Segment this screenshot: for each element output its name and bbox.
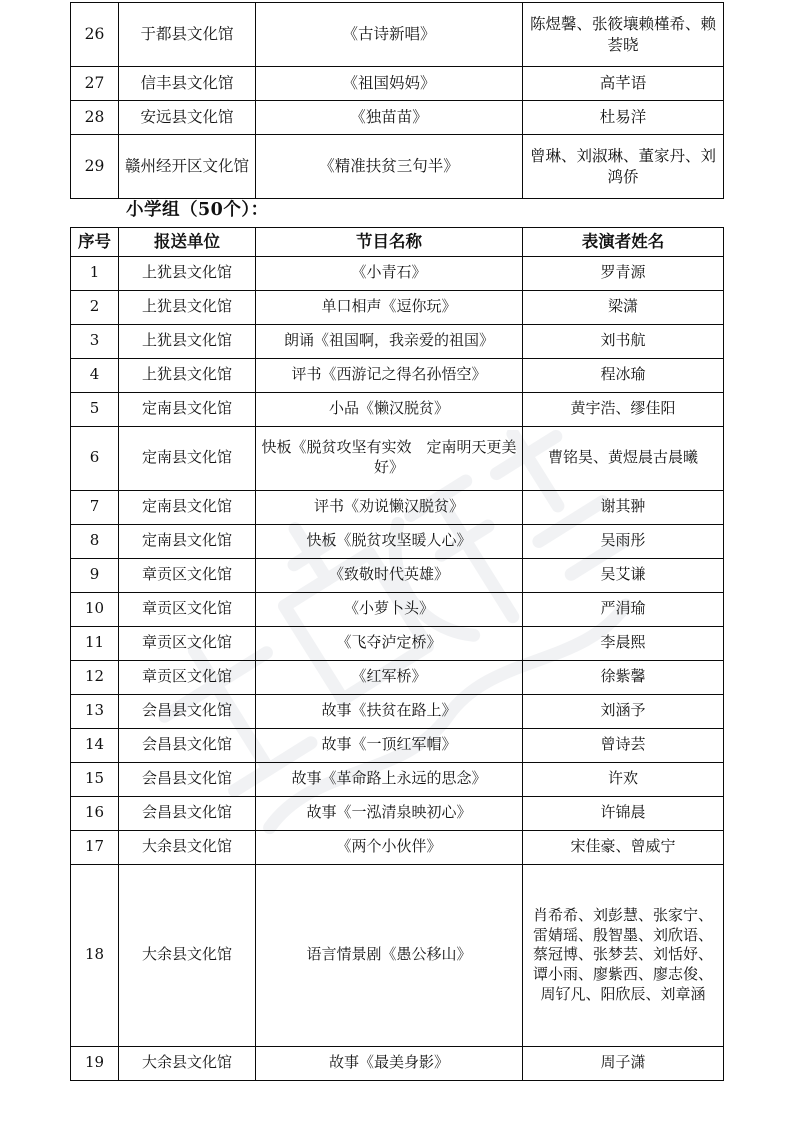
row-performers: 刘书航 [523, 324, 724, 358]
table-row [71, 358, 724, 392]
row-program: 《精准扶贫三句半》 [256, 135, 523, 199]
table-primary-school-group [70, 227, 724, 1081]
table-row [71, 1046, 724, 1080]
row-unit: 上犹县文化馆 [119, 324, 256, 358]
row-program: 《飞夺泸定桥》 [256, 626, 523, 660]
row-index: 6 [71, 426, 119, 490]
row-unit: 会昌县文化馆 [119, 762, 256, 796]
row-program: 《致敬时代英雄》 [256, 558, 523, 592]
row-index: 9 [71, 558, 119, 592]
table-row [71, 728, 724, 762]
row-unit: 信丰县文化馆 [119, 67, 256, 101]
row-index: 11 [71, 626, 119, 660]
row-unit: 大余县文化馆 [119, 830, 256, 864]
row-index: 2 [71, 290, 119, 324]
table-row [71, 864, 724, 1046]
row-program: 小品《懒汉脱贫》 [256, 392, 523, 426]
table-header [71, 228, 724, 257]
row-unit: 上犹县文化馆 [119, 256, 256, 290]
row-performers: 严涓瑜 [523, 592, 724, 626]
section-heading: 小学组（50个）： [126, 200, 269, 220]
row-performers: 曹铭昊、黄煜晨古晨曦 [523, 426, 724, 490]
row-unit: 会昌县文化馆 [119, 796, 256, 830]
row-index: 3 [71, 324, 119, 358]
column-header-program: 节目名称 [256, 228, 523, 257]
table-row [71, 426, 724, 490]
row-program: 快板《脱贫攻坚暖人心》 [256, 524, 523, 558]
row-program: 语言情景剧《愚公移山》 [256, 864, 523, 1046]
row-performers: 宋佳豪、曾威宁 [523, 830, 724, 864]
row-performers: 陈煜馨、张筱壤赖槿希、赖荟晓 [523, 3, 724, 67]
table-row [71, 830, 724, 864]
row-program: 评书《劝说懒汉脱贫》 [256, 490, 523, 524]
row-program: 快板《脱贫攻坚有实效 定南明天更美好》 [256, 426, 523, 490]
row-index: 8 [71, 524, 119, 558]
row-program: 《古诗新唱》 [256, 3, 523, 67]
column-header-performers: 表演者姓名 [523, 228, 724, 257]
row-index: 16 [71, 796, 119, 830]
row-unit: 于都县文化馆 [119, 3, 256, 67]
row-index: 5 [71, 392, 119, 426]
column-header-unit: 报送单位 [119, 228, 256, 257]
row-performers: 罗青源 [523, 256, 724, 290]
row-index: 14 [71, 728, 119, 762]
row-program: 朗诵《祖国啊，我亲爱的祖国》 [256, 324, 523, 358]
row-program: 故事《一顶红军帽》 [256, 728, 523, 762]
row-index: 13 [71, 694, 119, 728]
row-unit: 章贡区文化馆 [119, 626, 256, 660]
table-row [71, 524, 724, 558]
row-unit: 上犹县文化馆 [119, 290, 256, 324]
row-index: 19 [71, 1046, 119, 1080]
table-row [71, 490, 724, 524]
row-unit: 定南县文化馆 [119, 392, 256, 426]
row-unit: 定南县文化馆 [119, 524, 256, 558]
row-index: 29 [71, 135, 119, 199]
table-row [71, 324, 724, 358]
row-unit: 会昌县文化馆 [119, 694, 256, 728]
row-performers: 许锦晨 [523, 796, 724, 830]
row-unit: 章贡区文化馆 [119, 558, 256, 592]
row-index: 26 [71, 3, 119, 67]
row-performers: 周子潇 [523, 1046, 724, 1080]
table-primary-body [71, 256, 724, 1080]
row-program: 《祖国妈妈》 [256, 67, 523, 101]
row-unit: 大余县文化馆 [119, 864, 256, 1046]
row-performers: 许欢 [523, 762, 724, 796]
row-index: 10 [71, 592, 119, 626]
row-index: 15 [71, 762, 119, 796]
row-performers: 吴艾谦 [523, 558, 724, 592]
row-unit: 赣州经开区文化馆 [119, 135, 256, 199]
row-program: 《小萝卜头》 [256, 592, 523, 626]
row-unit: 章贡区文化馆 [119, 592, 256, 626]
row-performers: 曾琳、刘淑琳、董家丹、刘鸿侨 [523, 135, 724, 199]
table-row [71, 694, 724, 728]
row-unit: 上犹县文化馆 [119, 358, 256, 392]
row-program: 单口相声《逗你玩》 [256, 290, 523, 324]
row-index: 17 [71, 830, 119, 864]
table-row [71, 290, 724, 324]
row-program: 故事《扶贫在路上》 [256, 694, 523, 728]
row-unit: 会昌县文化馆 [119, 728, 256, 762]
row-program: 故事《革命路上永远的思念》 [256, 762, 523, 796]
row-performers: 肖希希、刘彭慧、张家宁、雷婧瑶、殷智墨、刘欣语、蔡冠博、张梦芸、刘恬妤、谭小雨、廖紫西、廖志俊、周钌凡、阳欣辰、刘章涵 [523, 864, 724, 1046]
row-performers: 程冰瑜 [523, 358, 724, 392]
row-program: 故事《最美身影》 [256, 1046, 523, 1080]
table-row [71, 392, 724, 426]
table-row [71, 796, 724, 830]
row-index: 28 [71, 101, 119, 135]
table-row [71, 256, 724, 290]
row-performers: 刘涵予 [523, 694, 724, 728]
row-index: 12 [71, 660, 119, 694]
row-performers: 曾诗芸 [523, 728, 724, 762]
table-row [71, 660, 724, 694]
row-program: 《两个小伙伴》 [256, 830, 523, 864]
table-continued [70, 2, 724, 199]
row-program: 《红军桥》 [256, 660, 523, 694]
table-row [71, 101, 724, 135]
row-performers: 高芊语 [523, 67, 724, 101]
row-performers: 杜易洋 [523, 101, 724, 135]
table-header-row [71, 228, 724, 257]
table-row [71, 558, 724, 592]
row-program: 《小青石》 [256, 256, 523, 290]
row-program: 《独苗苗》 [256, 101, 523, 135]
row-index: 7 [71, 490, 119, 524]
table-row [71, 3, 724, 67]
row-index: 18 [71, 864, 119, 1046]
row-index: 1 [71, 256, 119, 290]
row-unit: 安远县文化馆 [119, 101, 256, 135]
table-row [71, 67, 724, 101]
row-unit: 定南县文化馆 [119, 490, 256, 524]
row-unit: 定南县文化馆 [119, 426, 256, 490]
row-program: 故事《一泓清泉映初心》 [256, 796, 523, 830]
table-row [71, 626, 724, 660]
row-index: 4 [71, 358, 119, 392]
table-continued-body [71, 3, 724, 199]
row-performers: 梁潇 [523, 290, 724, 324]
table-row [71, 135, 724, 199]
row-performers: 李晨熙 [523, 626, 724, 660]
row-unit: 大余县文化馆 [119, 1046, 256, 1080]
row-performers: 吴雨彤 [523, 524, 724, 558]
row-unit: 章贡区文化馆 [119, 660, 256, 694]
row-performers: 徐紫馨 [523, 660, 724, 694]
row-performers: 黄宇浩、缪佳阳 [523, 392, 724, 426]
row-program: 评书《西游记之得名孙悟空》 [256, 358, 523, 392]
table-row [71, 592, 724, 626]
row-performers: 谢其翀 [523, 490, 724, 524]
table-row [71, 762, 724, 796]
row-index: 27 [71, 67, 119, 101]
column-header-index: 序号 [71, 228, 119, 257]
